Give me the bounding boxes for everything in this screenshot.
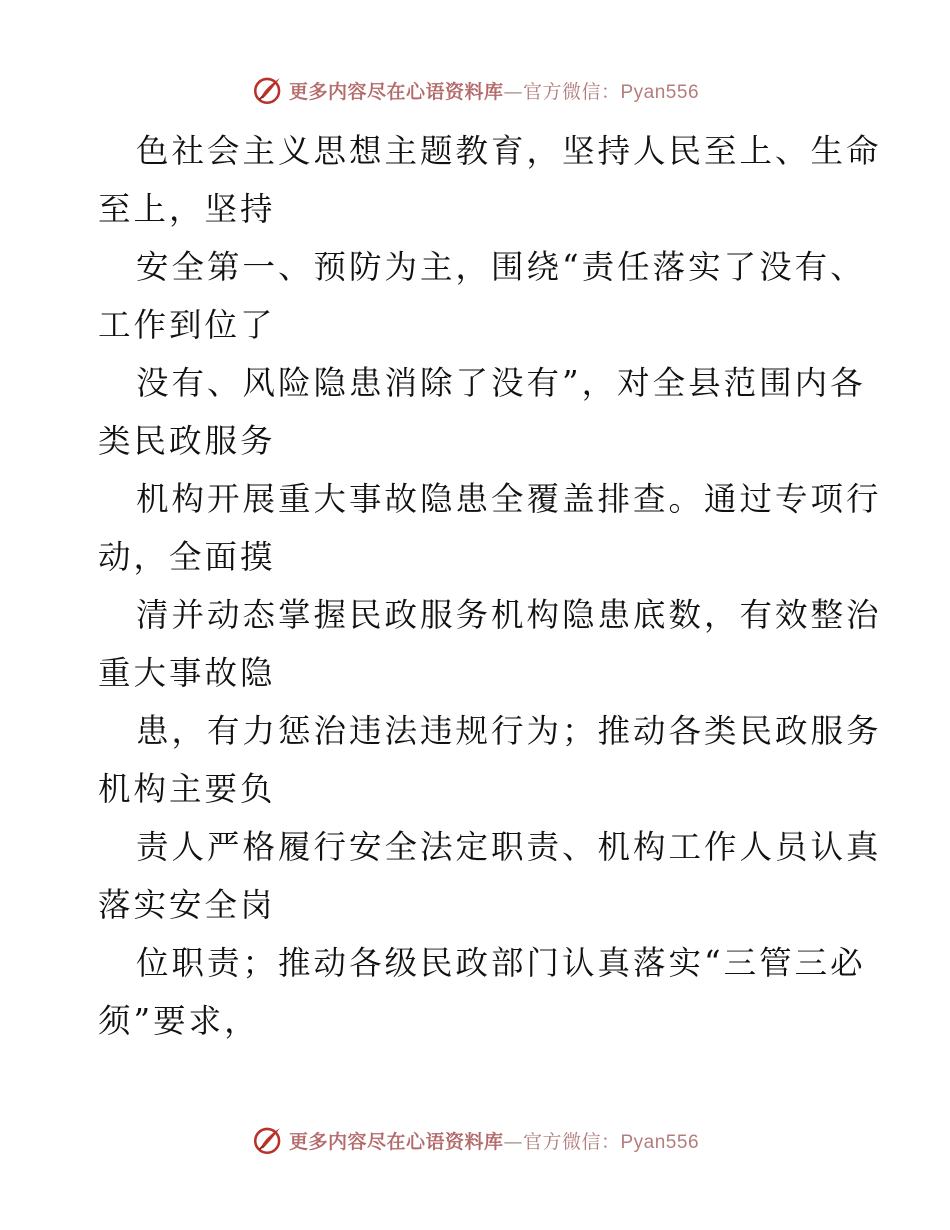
line-wrap: 类民政服务	[98, 422, 276, 460]
header-brand: 更多内容尽在心语资料库	[288, 80, 504, 103]
footer-wechat-id: Pyan556	[620, 1131, 700, 1153]
paragraph-line	[98, 586, 882, 702]
header-separator: —	[503, 80, 523, 103]
paragraph-line	[98, 934, 866, 1050]
paragraph-line	[98, 702, 882, 818]
line-wrap: 重大事故隐	[98, 654, 276, 692]
line-wrap: 机构主要负	[98, 770, 276, 808]
paragraph-line	[98, 238, 866, 354]
header-wechat-id: Pyan556	[620, 81, 700, 103]
line-indented: 安全第一、预防为主，围绕“责任落实了没有、	[136, 248, 866, 286]
line-indented: 色社会主义思想主题教育，坚持人民至上、生命	[136, 132, 882, 170]
line-wrap: 工作到位了	[98, 306, 276, 344]
page-header-banner	[0, 70, 950, 110]
line-wrap: 须”要求，	[98, 1002, 260, 1040]
line-indented: 清并动态掌握民政服务机构隐患底数，有效整治	[136, 596, 882, 634]
quill-logo-icon	[251, 1123, 285, 1157]
footer-promo-text	[289, 1127, 699, 1154]
line-wrap: 至上，坚持	[98, 190, 276, 228]
line-indented: 患，有力惩治违法违规行为；推动各类民政服务	[136, 712, 882, 750]
header-promo-text	[289, 77, 699, 104]
line-indented: 位职责；推动各级民政部门认真落实“三管三必	[136, 944, 866, 982]
quill-logo-icon	[251, 73, 285, 107]
paragraph-line	[98, 818, 882, 934]
document-body	[98, 122, 882, 1050]
line-indented: 责人严格履行安全法定职责、机构工作人员认真	[136, 828, 882, 866]
page-footer-banner	[0, 1120, 950, 1160]
line-indented: 机构开展重大事故隐患全覆盖排查。通过专项行	[136, 480, 882, 518]
line-wrap: 落实安全岗	[98, 886, 276, 924]
paragraph-line	[98, 122, 882, 238]
line-wrap: 动，全面摸	[98, 538, 276, 576]
header-wechat-label: 官方微信：	[522, 80, 621, 103]
line-indented: 没有、风险隐患消除了没有”，对全县范围内各	[136, 364, 866, 402]
paragraph-line	[98, 354, 866, 470]
paragraph-line	[98, 470, 882, 586]
footer-separator: —	[503, 1130, 523, 1153]
footer-wechat-label: 官方微信：	[522, 1130, 621, 1153]
footer-brand: 更多内容尽在心语资料库	[288, 1130, 504, 1153]
